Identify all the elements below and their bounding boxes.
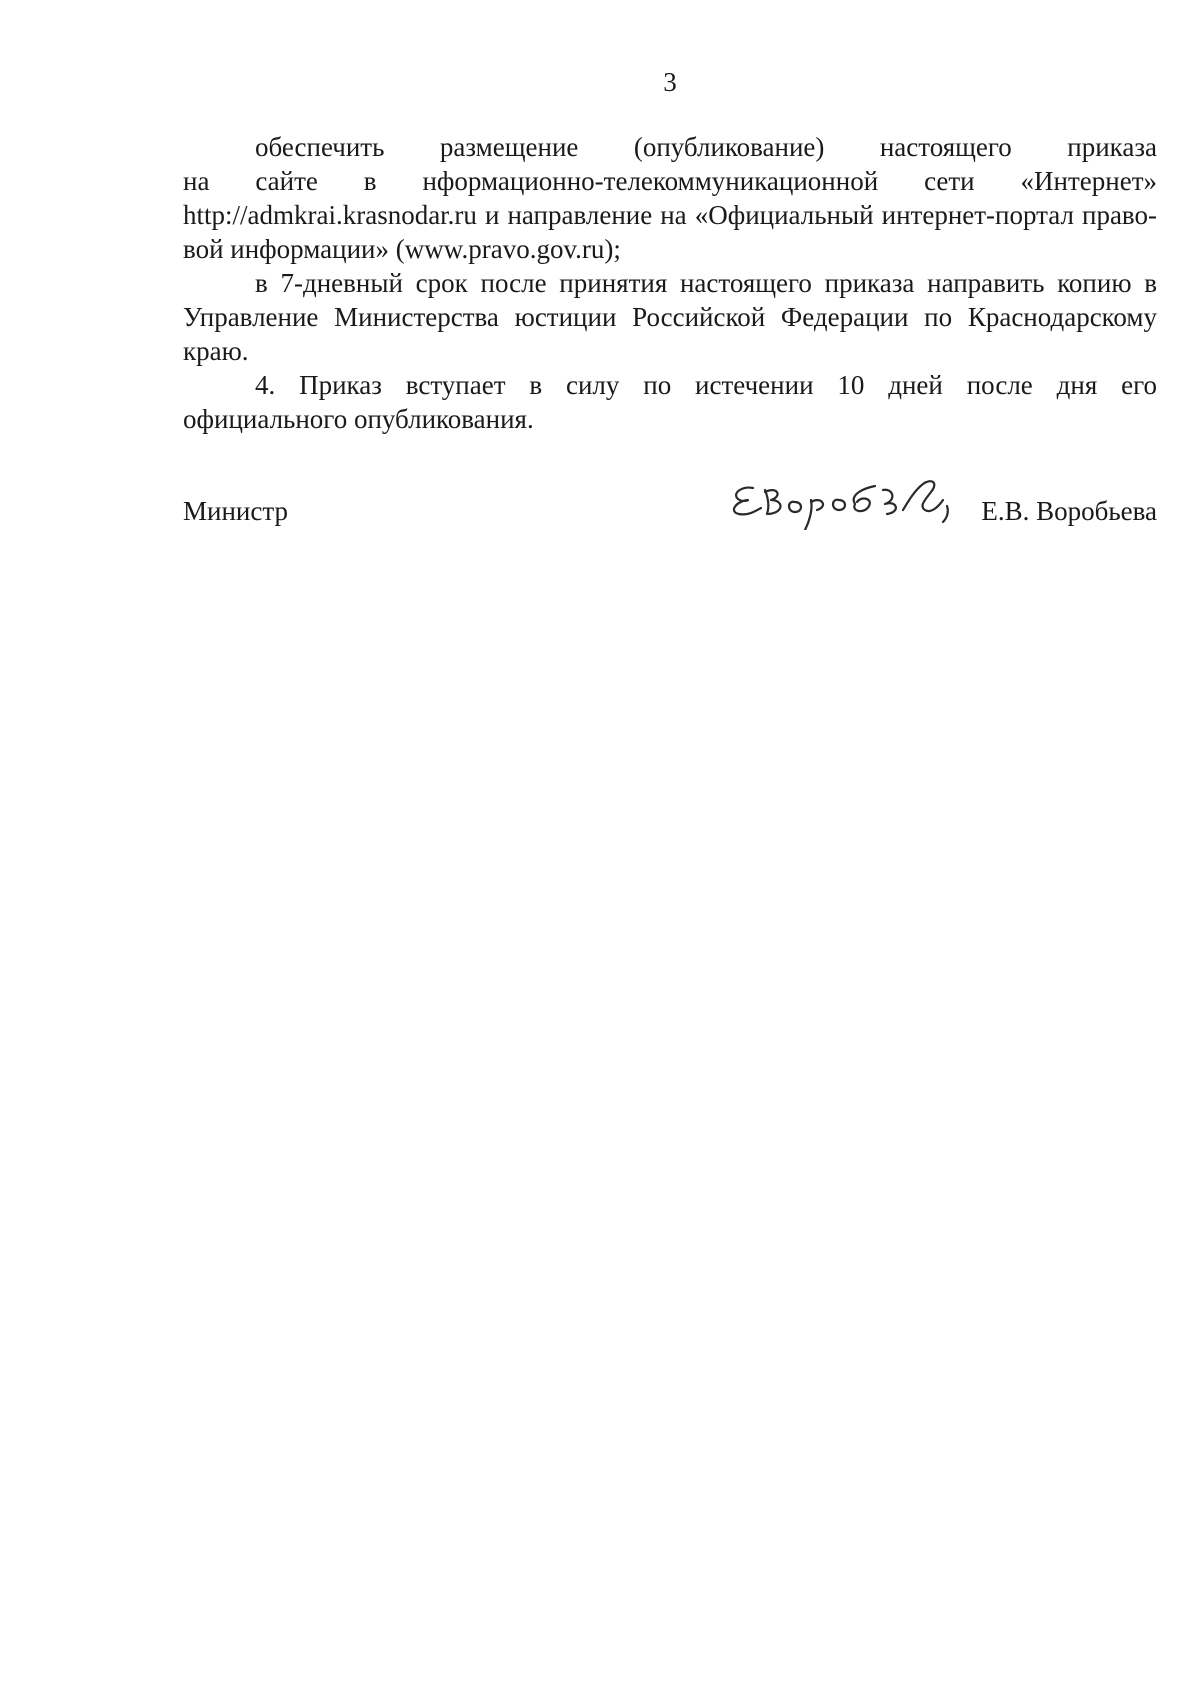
text-line: http://admkrai.krasnodar.ru и направление на «Официальный интернет-портал право- bbox=[183, 200, 1157, 230]
text-line: 4. Приказ вступает в силу по истечении 10 дней после дня его bbox=[255, 370, 1157, 400]
text-line: официального опубликования. bbox=[183, 404, 534, 434]
text-line: в 7-дневный срок после принятия настоящего приказа направить копию в bbox=[255, 268, 1157, 298]
signature-block bbox=[183, 470, 1157, 530]
signatory-position: Министр bbox=[183, 496, 288, 526]
paragraph-send-copy bbox=[183, 266, 1157, 368]
text-line: обеспечить размещение (опубликование) настоящего приказа bbox=[255, 132, 1157, 162]
document-body bbox=[183, 130, 1157, 436]
text-line: вой информации» (www.pravo.gov.ru); bbox=[183, 234, 621, 264]
page-number: 3 bbox=[663, 67, 677, 97]
paragraph-entry-into-force bbox=[183, 368, 1157, 436]
text-line: Управление Министерства юстиции Российской Федерации по Краснодарскому bbox=[183, 302, 1157, 332]
handwritten-signature-icon bbox=[725, 470, 975, 530]
text-line: на сайте в нформационно-телекоммуникационной сети «Интернет» bbox=[183, 166, 1157, 196]
signatory-name: Е.В. Воробьева bbox=[981, 496, 1157, 526]
text-line: краю. bbox=[183, 336, 249, 366]
paragraph-publication bbox=[183, 130, 1157, 266]
